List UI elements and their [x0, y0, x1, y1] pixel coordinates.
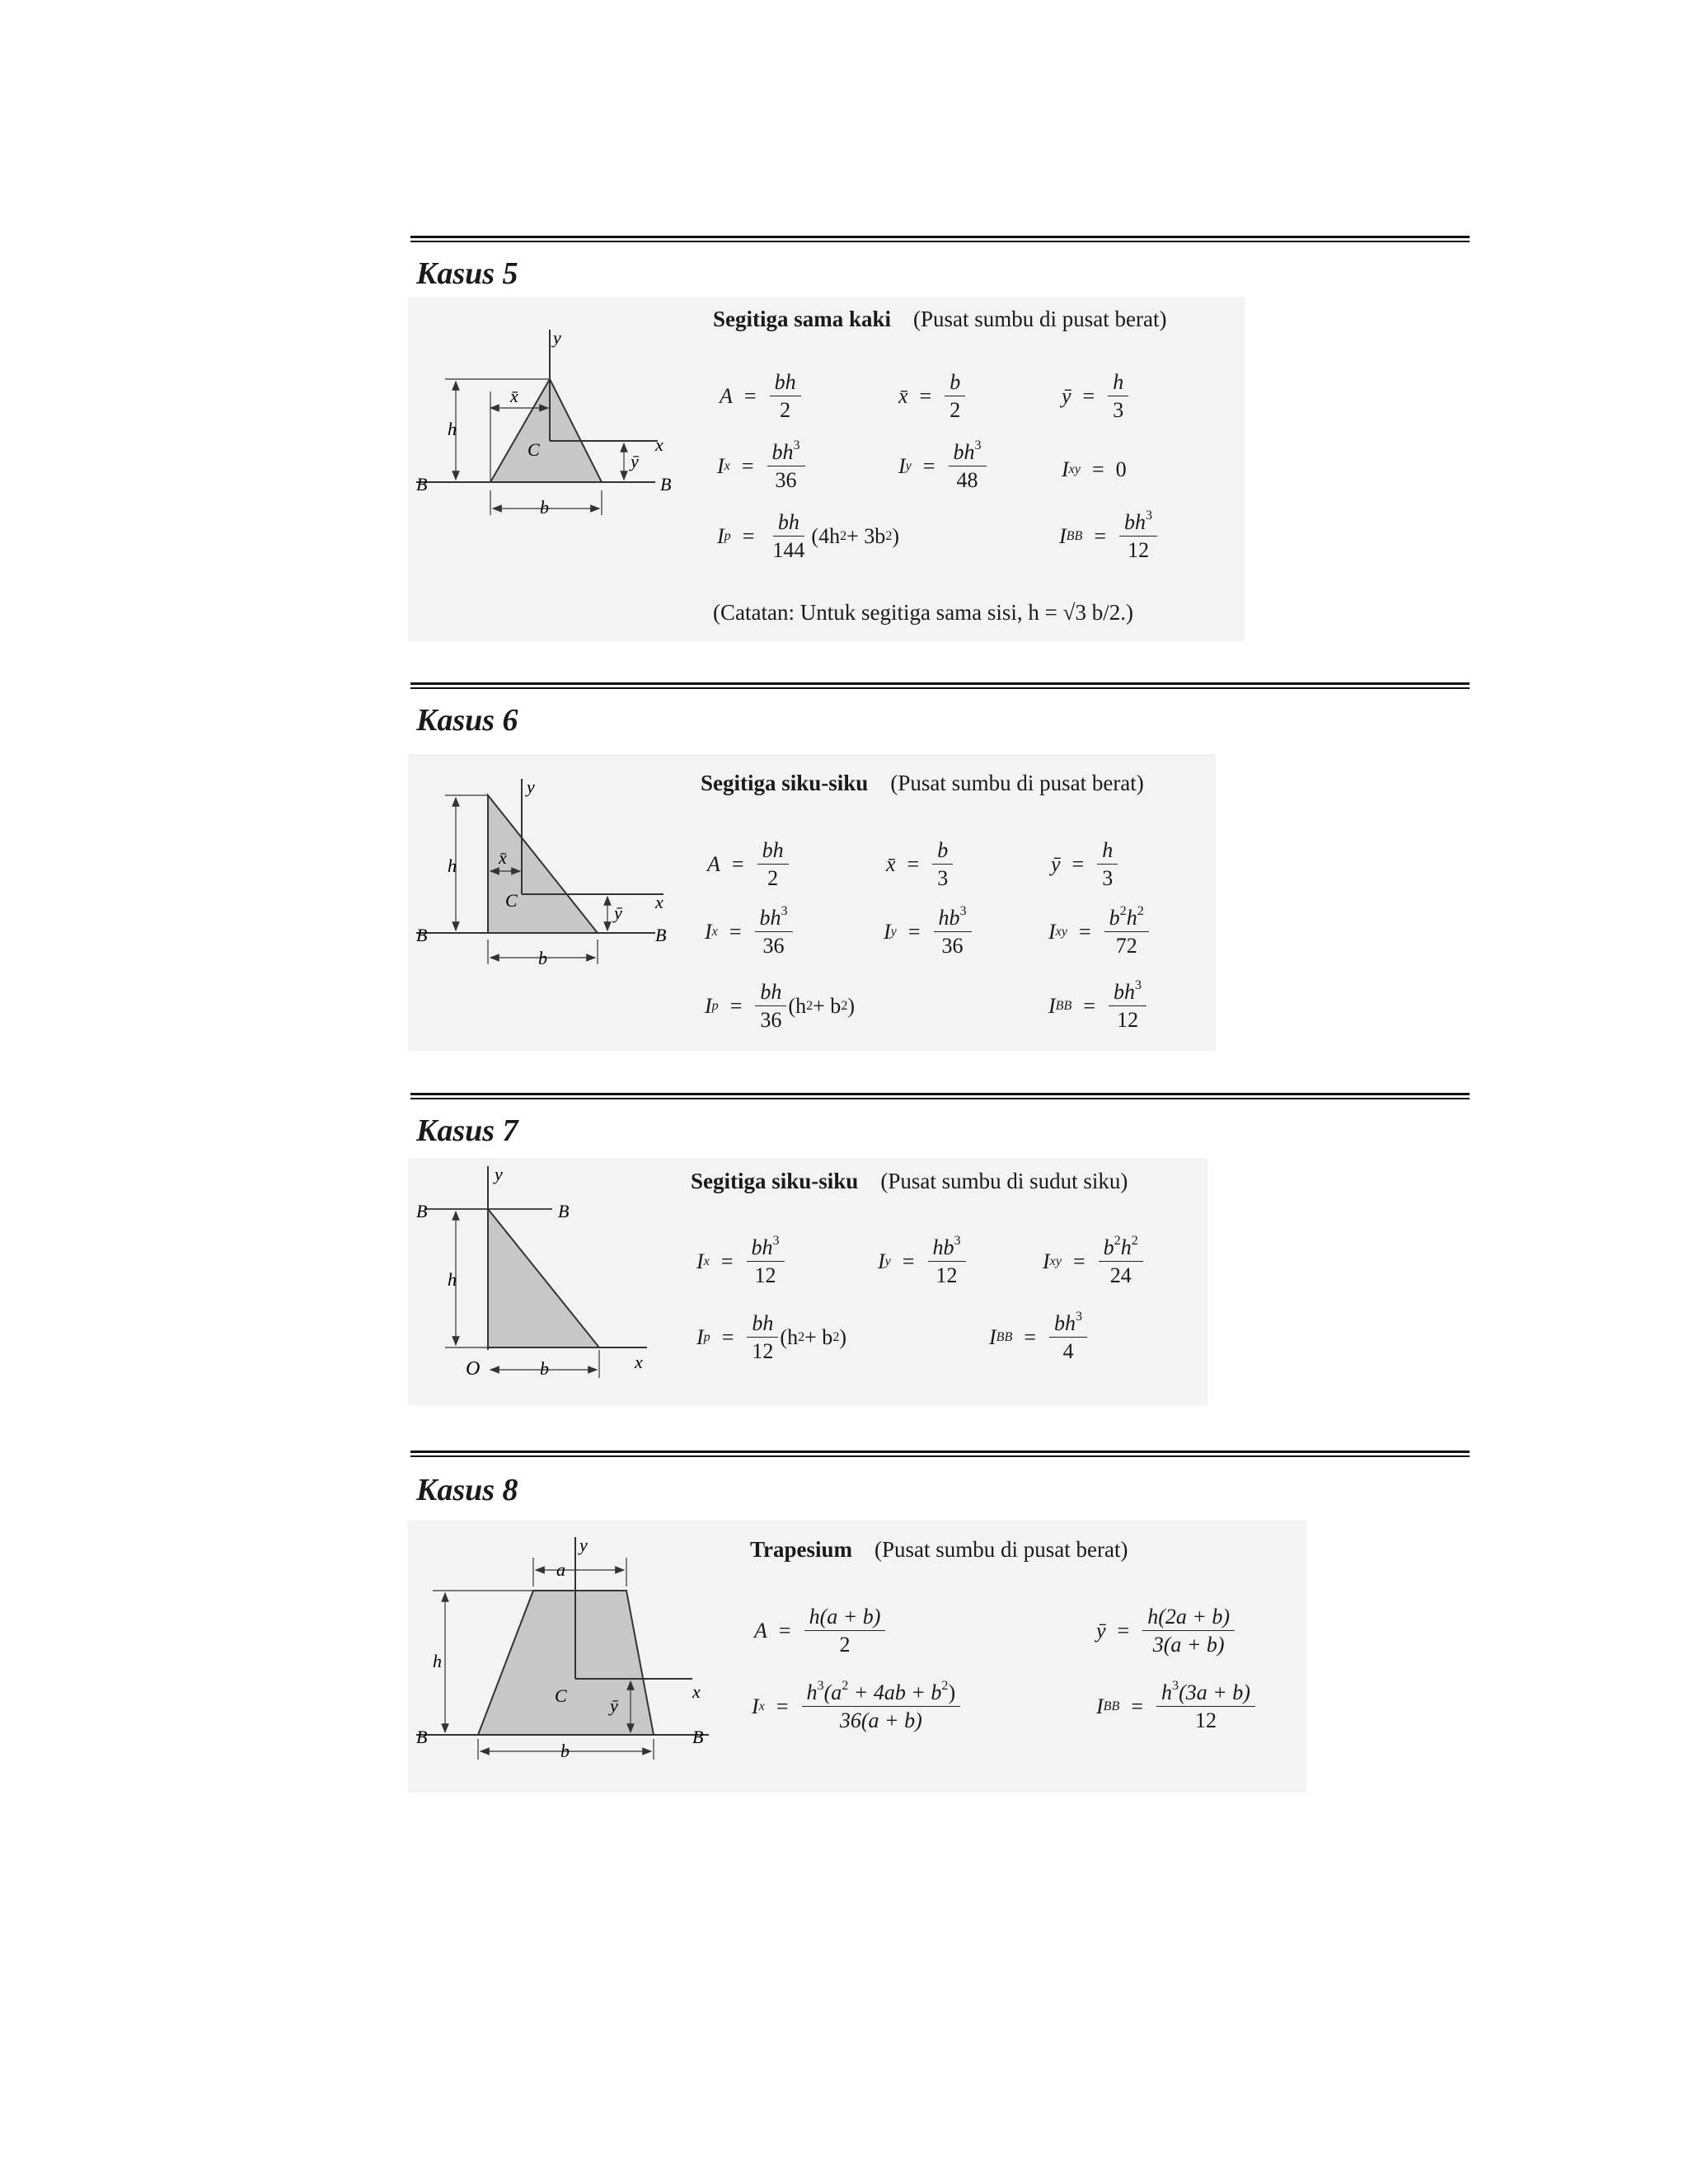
formula-Ixy: I xy = $\frac{b^2h^2}{24}$ — [1043, 1236, 1145, 1287]
label-y: y — [495, 1164, 503, 1184]
separator-rule — [410, 1093, 1470, 1099]
formula-IBB: I BB = $\frac{h^3(3a + b)}{12}$ — [1096, 1681, 1257, 1732]
shape-heading: Segitiga siku-siku (Pusat sumbu di sudut siku) — [691, 1169, 1128, 1193]
formula-xbar: x̄ = $\frac{b}{3}$ — [886, 839, 954, 890]
label-x: x — [655, 892, 663, 912]
formula-Iy: I y = $\frac{hb^3}{12}$ — [878, 1236, 968, 1287]
formula-Ip: I p = $\frac{bh}{144}$ (4h 2 + 3b 2 ) — [717, 510, 900, 563]
trapezoid-diagram — [408, 1533, 729, 1772]
formula-IBB: I BB = $\frac{bh^3}{4}$ — [989, 1312, 1089, 1363]
isosceles-triangle-diagram — [408, 326, 688, 532]
label-xbar: x̄ — [510, 386, 518, 406]
label-B-left: B — [416, 1201, 428, 1221]
formula-Ix: I x = $\frac{bh^3}{36}$ — [705, 907, 795, 958]
label-x: x — [635, 1352, 643, 1372]
label-C: C — [528, 439, 540, 460]
shape-heading: Segitiga siku-siku (Pusat sumbu di pusat berat) — [701, 771, 1144, 795]
label-ybar: ȳ — [631, 451, 639, 471]
formula-area: A = $\frac{h(a + b)}{2}$ — [754, 1605, 887, 1657]
label-B-left: B — [416, 474, 428, 494]
label-b: b — [538, 948, 547, 968]
triangle-shape — [490, 379, 602, 482]
label-ybar: ȳ — [610, 1695, 618, 1716]
formula-Ix: I x = $\frac{h^3(a^2 + 4ab + b^2)}{36(a + b)}$ — [752, 1681, 962, 1732]
trapezoid-shape — [478, 1591, 654, 1735]
separator-rule — [410, 236, 1470, 242]
right-triangle-diagram — [408, 775, 688, 972]
label-h: h — [448, 1269, 457, 1290]
label-xbar: x̄ — [499, 847, 507, 868]
case-title: Kasus 5 — [416, 256, 518, 291]
triangle-shape — [488, 1209, 599, 1347]
label-C: C — [505, 890, 518, 911]
formula-Ip: I p = $\frac{bh}{36}$ (h 2 + b 2 ) — [705, 980, 856, 1033]
label-h: h — [448, 855, 457, 876]
label-ybar: ȳ — [614, 902, 622, 923]
formula-ybar: ȳ = $\frac{h}{3}$ — [1062, 371, 1130, 422]
label-x: x — [692, 1681, 701, 1702]
label-O: O — [466, 1358, 481, 1380]
formula-Ix: I x = $\frac{bh^3}{36}$ — [717, 441, 807, 492]
label-C: C — [555, 1685, 567, 1706]
label-b: b — [540, 497, 549, 518]
formula-area: A = $\frac{bh}{2}$ — [720, 371, 803, 422]
formula-Ix: I x = $\frac{bh^3}{12}$ — [696, 1236, 786, 1287]
label-B-right: B — [692, 1727, 704, 1747]
case-title: Kasus 8 — [416, 1473, 518, 1507]
label-h: h — [433, 1651, 442, 1671]
formula-Ip: I p = $\frac{bh}{12}$ (h 2 + b 2 ) — [696, 1311, 847, 1364]
label-B-right: B — [558, 1201, 570, 1221]
label-a: a — [556, 1559, 565, 1580]
label-y: y — [527, 776, 535, 797]
formula-IBB: I BB = $\frac{bh^3}{12}$ — [1059, 511, 1159, 562]
formula-Ixy: I xy = 0 — [1062, 457, 1127, 481]
label-y: y — [579, 1535, 588, 1555]
formula-Ixy: I xy = $\frac{b^2h^2}{72}$ — [1048, 907, 1151, 958]
formula-Iy: I y = $\frac{hb^3}{36}$ — [884, 907, 973, 958]
case-title: Kasus 6 — [416, 703, 518, 738]
label-B-right: B — [660, 474, 672, 494]
equilateral-note: (Catatan: Untuk segitiga sama sisi, h = √3 b/2.) — [713, 600, 1133, 625]
shape-heading: Trapesium (Pusat sumbu di pusat berat) — [750, 1537, 1128, 1562]
right-triangle-corner-diagram — [408, 1162, 672, 1385]
label-h: h — [448, 419, 457, 439]
shape-heading: Segitiga sama kaki (Pusat sumbu di pusat berat) — [713, 307, 1167, 331]
label-y: y — [553, 327, 561, 348]
formula-ybar: ȳ = $\frac{h}{3}$ — [1051, 839, 1119, 890]
case-title: Kasus 7 — [416, 1113, 518, 1148]
label-B-left: B — [416, 1727, 428, 1747]
formula-ybar: ȳ = $\frac{h(2a + b)}{3(a + b)}$ — [1096, 1605, 1236, 1657]
separator-rule — [410, 682, 1470, 689]
formula-Iy: I y = $\frac{bh^3}{48}$ — [898, 441, 988, 492]
label-b: b — [560, 1741, 570, 1761]
separator-rule — [410, 1451, 1470, 1457]
label-B-right: B — [655, 925, 667, 945]
formula-area: A = $\frac{bh}{2}$ — [707, 839, 790, 890]
label-x: x — [655, 434, 663, 455]
formula-xbar: x̄ = $\frac{b}{2}$ — [898, 371, 967, 422]
label-B-left: B — [416, 925, 428, 945]
label-b: b — [540, 1358, 549, 1379]
formula-IBB: I BB = $\frac{bh^3}{12}$ — [1048, 981, 1148, 1032]
